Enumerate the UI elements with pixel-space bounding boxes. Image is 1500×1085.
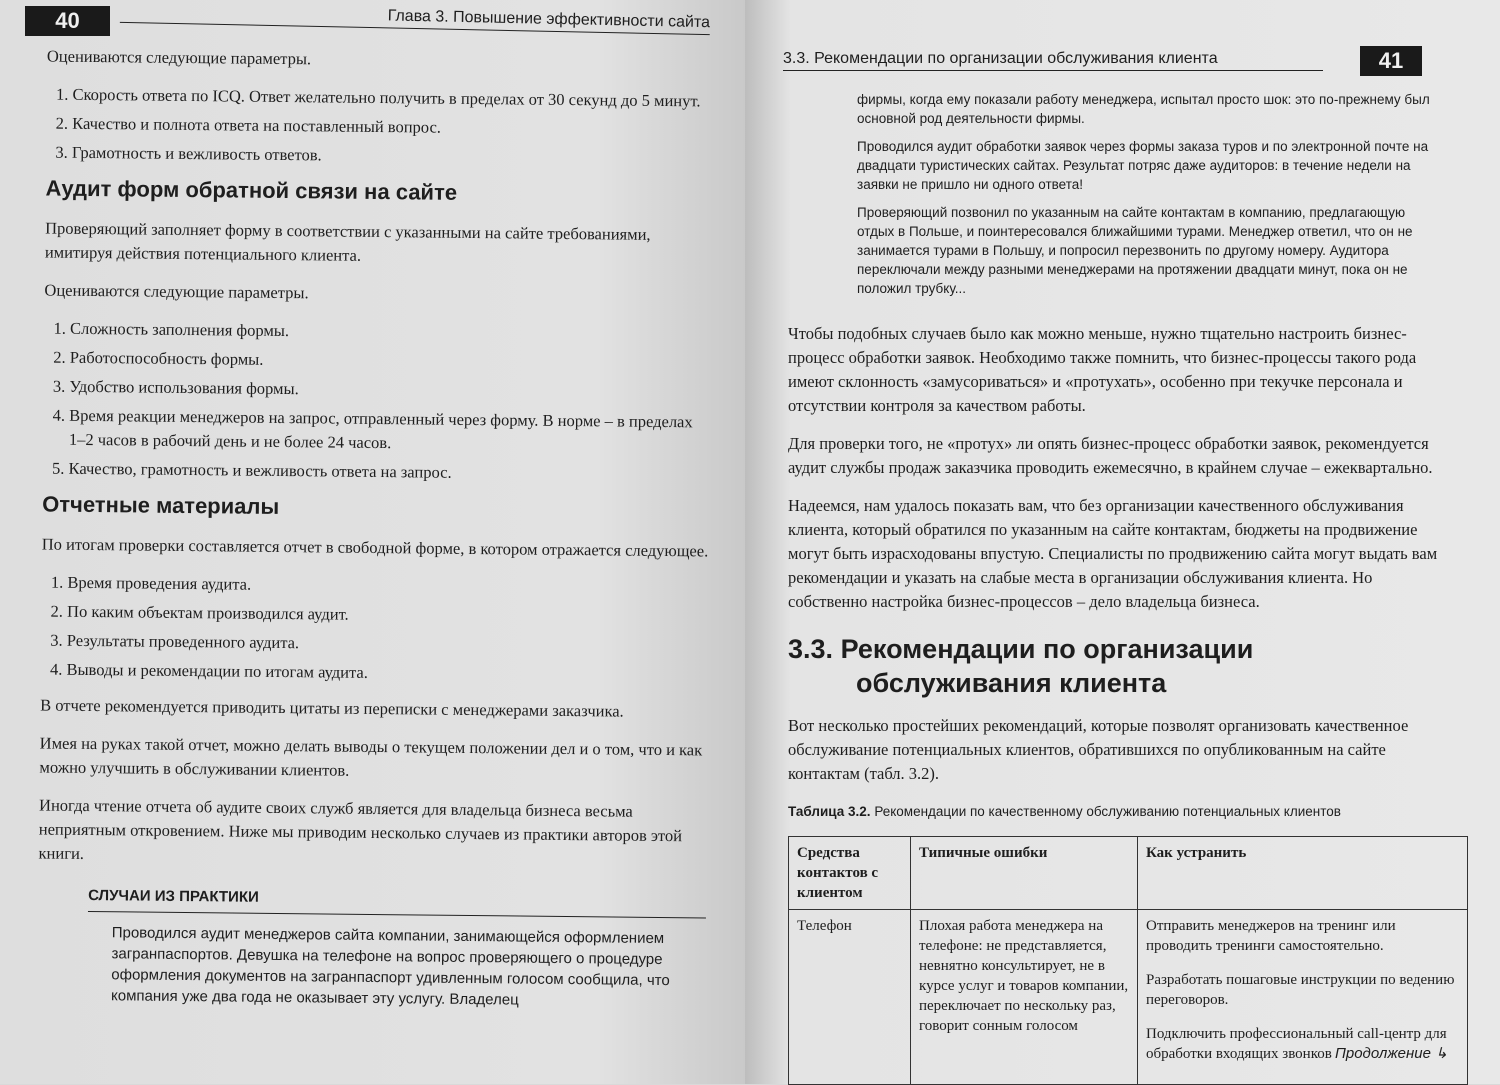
running-head: Глава 3. Повышение эффективности сайта: [120, 2, 710, 35]
list-item: 4. Время реакции менеджеров на запрос, отправленный через форму. В норме – в пределах 1–2 часов в рабочий день и не более 24 часов.: [69, 404, 711, 459]
case-continuation: [857, 90, 1437, 307]
section-title: [788, 632, 1453, 700]
table-caption-label: Таблица 3.2.: [788, 804, 871, 819]
right-page: [745, 0, 1500, 1084]
table-cell: Плохая работа менеджера на телефоне: не представляется, невнятно консультирует, не в курсе услуг и товаров компании, переключает по нескольку раз, говорит сонным голосом: [911, 910, 1138, 1085]
form-list: [42, 317, 712, 488]
column-header: Типичные ошибки: [911, 837, 1138, 910]
case-paragraph: Проверяющий позвонил по указанным на сайте контактам в компанию, предлагающую отдых в Польше, и поинтересовался ближайшими турами. Менеджер ответил, что он не занимается турами в Польшу, и попросил перезвонить по другому номеру. Аудитора переключали между разными менеджерами на протяжении двадцати минут, пока он не положил трубку...: [857, 205, 1413, 296]
list-item: 3. Результаты проведенного аудита.: [67, 629, 709, 660]
left-body: [37, 45, 715, 1013]
paragraph: Надеемся, нам удалось показать вам, что без организации качественного обслуживания клиента, который обратился по указанным на сайте контактам, бюджеты на продвижение могут быть израсходованы впустую. Специалисты по продвижению сайта могут выдать вам рекомендации и указать на слабые места в организации обслуживания клиента. Но собственно настройка бизнес-процессов – дело владельца бизнеса.: [788, 496, 1438, 611]
right-body: [788, 322, 1453, 1085]
list-item: 5. Качество, грамотность и вежливость ответа на запрос.: [68, 457, 710, 488]
paragraph: Вот несколько простейших рекомендаций, которые позволят организовать качественное обслуживание потенциальных клиентов, обратившихся по опубликованным на сайте контактам (табл. 3.2).: [788, 716, 1409, 783]
list-item: 1. Скорость ответа по ICQ. Ответ желательно получить в пределах от 30 секунд до 5 минут.: [72, 83, 714, 114]
section-title-line2: обслуживания клиента: [856, 668, 1167, 698]
report-list: [40, 570, 709, 688]
continuation-note: [1335, 1044, 1448, 1062]
list-item: 4. Выводы и рекомендации по итогам аудита.: [66, 658, 708, 689]
section-title-text: Рекомендации по организации: [840, 634, 1254, 664]
page-number: 41: [1360, 46, 1422, 76]
section-number: 3.3.: [788, 634, 834, 664]
case-heading: СЛУЧАИ ИЗ ПРАКТИКИ: [88, 884, 706, 918]
running-head: 3.3. Рекомендации по организации обслуживания клиента: [783, 50, 1323, 71]
intro-params: Оцениваются следующие параметры.: [46, 46, 312, 69]
paragraph: Чтобы подобных случаев было как можно меньше, нужно тщательно настроить бизнес-процесс обработки заявок. Необходимо также помнить, что бизнес-процессы такого рода имеют склонность «замусориваться» и «протухать», особенно при текучке персонала и отсутствии контроля за качеством работы.: [788, 324, 1417, 415]
list-item: 2. По каким объектам производился аудит.: [67, 600, 709, 631]
paragraph: По итогам проверки составляется отчет в свободной форме, в котором отражается следующее.: [41, 534, 709, 561]
list-item: 2. Работоспособность формы.: [70, 346, 712, 377]
page-number: 40: [25, 6, 110, 36]
icq-list: [46, 83, 715, 172]
case-text: Проводился аудит менеджеров сайта компании, занимающейся оформлением загранпаспортов. Девушка на телефоне на вопрос проверяющего о процедуре оформления документов на загранпаспорт удивленным голосом сообщила, что компания уже два года не оказывает эту услугу. Владелец: [111, 924, 670, 1009]
list-item: 1. Время проведения аудита.: [67, 571, 709, 602]
case-paragraph: фирмы, когда ему показали работу менеджера, испытал просто шок: это по-прежнему был основной род деятельности фирмы.: [857, 92, 1430, 126]
left-page: [0, 0, 745, 1084]
section-heading: Отчетные материалы: [42, 491, 280, 519]
table-header-row: [789, 837, 1468, 910]
paragraph: Проверяющий заполняет форму в соответствии с указанными на сайте требованиями, имитируя действия потенциального клиента.: [44, 218, 651, 265]
table-cell: Телефон: [789, 910, 911, 1085]
section-title-line1: [788, 632, 1453, 666]
table-caption: [788, 800, 1453, 824]
paragraph: Оцениваются следующие параметры.: [44, 280, 309, 303]
list-item: 2. Качество и полнота ответа на поставленный вопрос.: [72, 112, 714, 143]
paragraph: Иногда чтение отчета об аудите своих служб является для владельца бизнеса весьма неприятным откровением. Ниже мы приводим несколько случаев из практики авторов этой книги.: [38, 795, 683, 863]
table-caption-text: Рекомендации по качественному обслуживанию потенциальных клиентов: [874, 804, 1341, 819]
column-header: Средства контактов с клиентом: [789, 837, 911, 910]
fix-item: Отправить менеджеров на тренинг или проводить тренинги самостоятельно.: [1146, 918, 1396, 954]
list-item: 3. Грамотность и вежливость ответов.: [72, 141, 714, 172]
case-paragraph: Проводился аудит обработки заявок через формы заказа туров и по электронной почте на двадцати туристических сайтах. Результат потряс даже аудиторов: в течение недели на заявки не пришло ни одного ответа!: [857, 139, 1429, 192]
fix-item: Подключить профессиональный call-центр для обработки входящих звонков: [1146, 1026, 1447, 1062]
list-item: 1. Сложность заполнения формы.: [70, 317, 712, 348]
fix-item: Разработать пошаговые инструкции по ведению переговоров.: [1146, 972, 1455, 1008]
arrow-hook-icon: ↳: [1435, 1045, 1448, 1062]
paragraph: Для проверки того, не «протух» ли опять бизнес-процесс обработки заявок, рекомендуется аудит службы продаж заказчика проводить ежемесячно, в крайнем случае – ежеквартально.: [788, 434, 1433, 477]
column-header: Как устранить: [1138, 837, 1468, 910]
paragraph: В отчете рекомендуется приводить цитаты из переписки с менеджерами заказчика.: [40, 695, 624, 721]
continuation-label: Продолжение: [1335, 1045, 1431, 1062]
section-heading: Аудит форм обратной связи на сайте: [45, 175, 458, 205]
list-item: 3. Удобство использования формы.: [69, 375, 711, 406]
paragraph: Имея на руках такой отчет, можно делать выводы о текущем положении дел и о том, что и как можно улучшить в обслуживании клиентов.: [39, 733, 703, 780]
